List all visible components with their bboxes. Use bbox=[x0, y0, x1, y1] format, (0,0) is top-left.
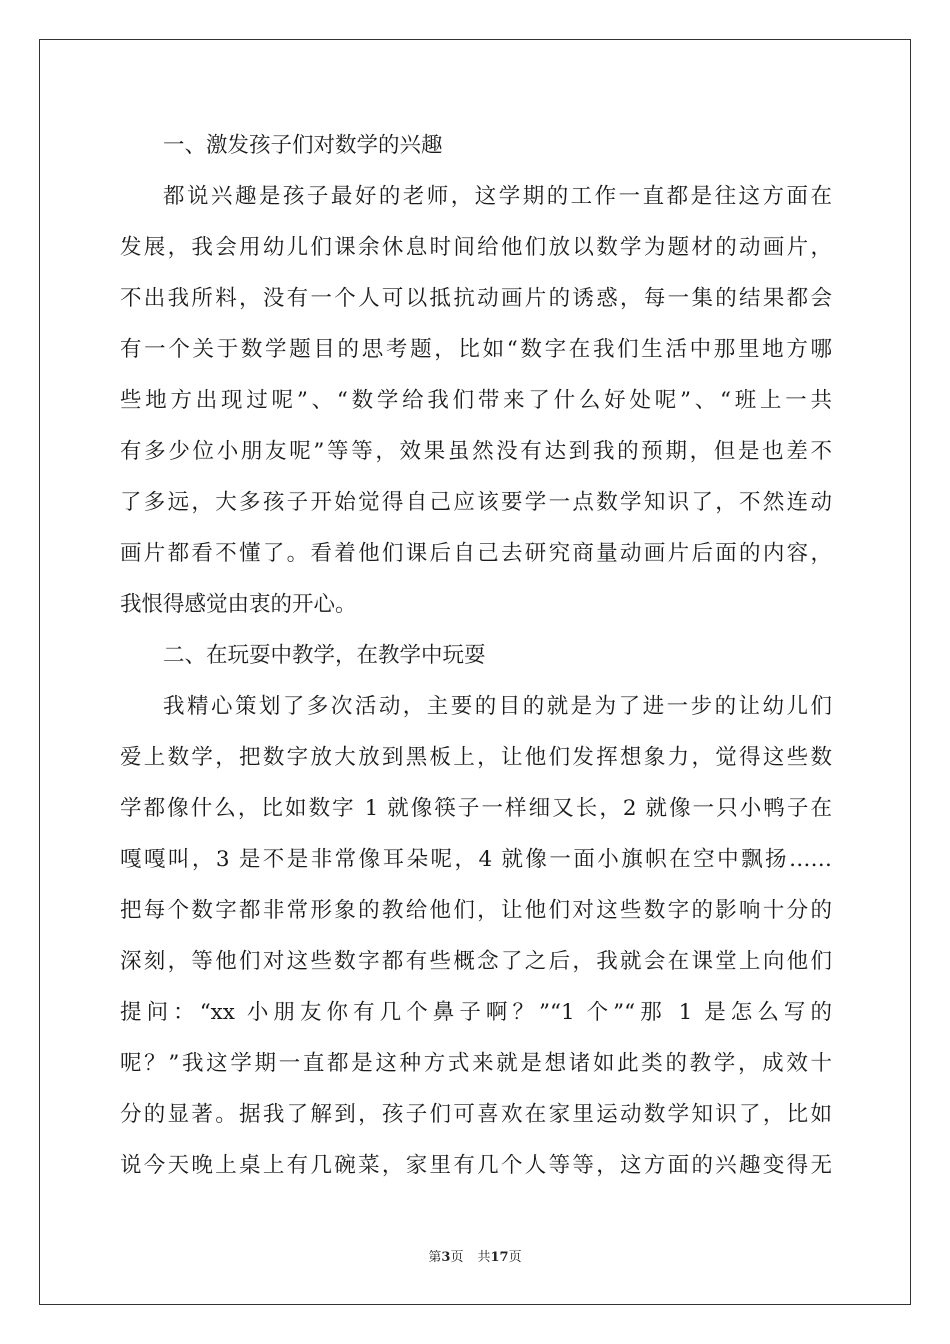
paragraph-line: 我恨得感觉由衷的开心。 bbox=[120, 592, 357, 617]
page-total: 17 bbox=[490, 1250, 509, 1265]
page-footer bbox=[0, 1246, 950, 1265]
paragraph-line: 了多远，大多孩子开始觉得自己应该要学一点数学知识了，不然连动 bbox=[120, 490, 832, 515]
paragraph-line: 深刻，等他们对这些数字都有些概念了之后，我就会在课堂上向他们 bbox=[120, 949, 832, 974]
section-heading-1: 一、激发孩子们对数学的兴趣 bbox=[163, 133, 443, 158]
paragraph-line: 不出我所料，没有一个人可以抵抗动画片的诱惑，每一集的结果都会 bbox=[120, 286, 832, 311]
paragraph-line: 分的显著。据我了解到，孩子们可喜欢在家里运动数学知识了，比如 bbox=[120, 1102, 832, 1127]
paragraph-line: 嘎嘎叫，3 是不是非常像耳朵呢，4 就像一面小旗帜在空中飘扬…… bbox=[120, 847, 832, 872]
page-current: 3 bbox=[441, 1250, 451, 1265]
paragraph-line: 些地方出现过呢”、“数学给我们带来了什么好处呢”、“班上一共 bbox=[120, 388, 832, 413]
page-label-suffix: 页 bbox=[450, 1250, 464, 1265]
paragraph-line: 呢？”我这学期一直都是这种方式来就是想诸如此类的教学，成效十 bbox=[120, 1051, 832, 1076]
paragraph-line: 我精心策划了多次活动，主要的目的就是为了进一步的让幼儿们 bbox=[163, 694, 832, 719]
paragraph-line: 都说兴趣是孩子最好的老师，这学期的工作一直都是往这方面在 bbox=[163, 184, 832, 209]
paragraph-line: 说今天晚上桌上有几碗菜，家里有几个人等等，这方面的兴趣变得无 bbox=[120, 1153, 832, 1178]
section-heading-2: 二、在玩耍中教学，在教学中玩耍 bbox=[163, 643, 486, 668]
total-label-suffix: 页 bbox=[508, 1250, 522, 1265]
total-label-prefix: 共 bbox=[477, 1250, 491, 1265]
paragraph-line: 有多少位小朋友呢”等等，效果虽然没有达到我的预期，但是也差不 bbox=[120, 439, 832, 464]
paragraph-line: 有一个关于数学题目的思考题，比如“数字在我们生活中那里地方哪 bbox=[120, 337, 832, 362]
page-label-prefix: 第 bbox=[428, 1250, 442, 1265]
paragraph-line: 发展，我会用幼儿们课余休息时间给他们放以数学为题材的动画片， bbox=[120, 235, 832, 260]
paragraph-line: 学都像什么，比如数字 1 就像筷子一样细又长，2 就像一只小鸭子在 bbox=[120, 796, 832, 821]
paragraph-line: 爱上数学，把数字放大放到黑板上，让他们发挥想象力，觉得这些数 bbox=[120, 745, 832, 770]
paragraph-line: 把每个数字都非常形象的教给他们，让他们对这些数字的影响十分的 bbox=[120, 898, 832, 923]
paragraph-line: 画片都看不懂了。看着他们课后自己去研究商量动画片后面的内容， bbox=[120, 541, 832, 566]
paragraph-line: 提问：“xx 小朋友你有几个鼻子啊？”“1 个”“那 1 是怎么写的 bbox=[120, 1000, 832, 1025]
